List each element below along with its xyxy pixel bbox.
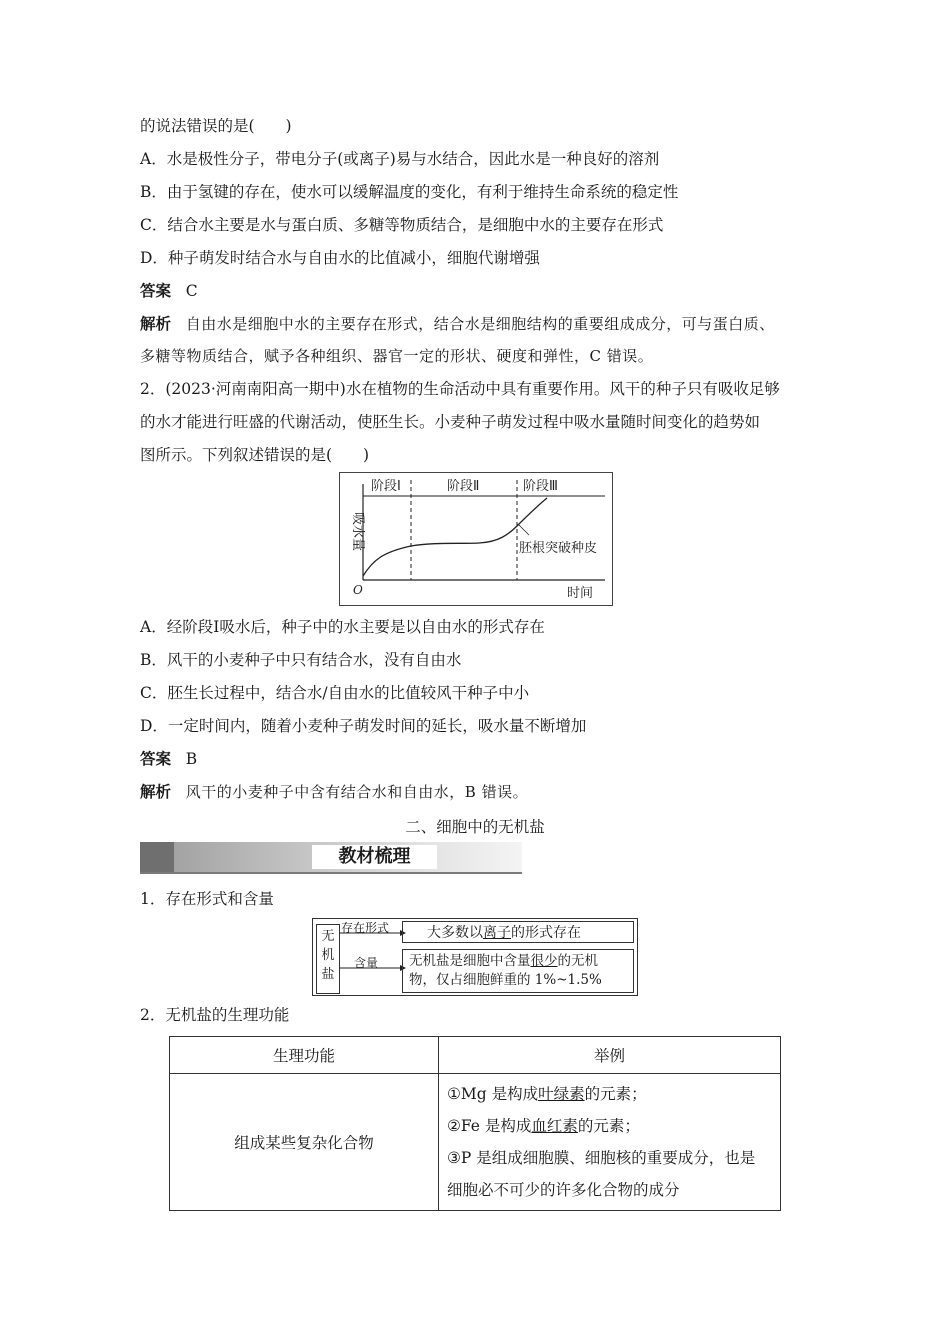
q1-option-a: A．水是极性分子，带电分子(或离子)易与水结合，因此水是一种良好的溶剂 — [140, 150, 660, 168]
banner-title: 教材梳理 — [312, 845, 437, 869]
content-key: 很少 — [530, 953, 558, 969]
q1-option-c: C．结合水主要是水与蛋白质、多糖等物质结合，是细胞中水的主要存在形式 — [140, 216, 664, 234]
answer-label: 答案 — [140, 281, 172, 300]
analysis-text: 自由水是细胞中水的主要存在形式，结合水是细胞结构的重要组成成分，可与蛋白质、 — [185, 315, 775, 333]
content-line2: 物，仅占细胞鲜重的 1%~1.5% — [409, 972, 602, 988]
row-examples — [439, 1074, 781, 1211]
example-text: 的元素； — [577, 1117, 640, 1135]
example-text: 的元素； — [584, 1085, 647, 1103]
subject-char: 无 — [321, 929, 335, 944]
label-content: 含量 — [354, 956, 379, 970]
example-key: 叶绿素 — [538, 1085, 585, 1103]
subheading-1: 1．存在形式和含量 — [140, 890, 274, 908]
q2-stem-line3: 图所示。下列叙述错误的是( ) — [140, 446, 370, 464]
q2-stem-line2: 的水才能进行旺盛的代谢活动，使胚生长。小麦种子萌发过程中吸水量随时间变化的趋势如 — [140, 413, 761, 431]
water-uptake-figure — [339, 472, 613, 606]
q1-option-b: B．由于氢键的存在，使水可以缓解温度的变化，有利于维持生命系统的稳定性 — [140, 183, 679, 201]
form-box — [402, 921, 634, 943]
content-suffix: 的无机 — [557, 953, 598, 969]
example-fe — [447, 1110, 774, 1142]
analysis-label: 解析 — [140, 782, 172, 801]
q1-analysis-line1 — [140, 314, 775, 334]
q2-stem-line1: 2．(2023·河南南阳高一期中)水在植物的生命活动中具有重要作用。风干的种子只有吸收足够 — [140, 380, 780, 398]
table-row — [170, 1074, 781, 1211]
answer-value: B — [185, 750, 198, 768]
q2-option-a: A．经阶段Ⅰ吸水后，种子中的水主要是以自由水的形式存在 — [140, 618, 545, 636]
content-line1 — [409, 952, 633, 971]
section-heading: 二、细胞中的无机盐 — [405, 818, 545, 836]
row-function: 组成某些复杂化合物 — [170, 1074, 439, 1211]
stage-1-label: 阶段Ⅰ — [371, 479, 401, 494]
q1-analysis-line2: 多糖等物质结合，赋予各种组织、器官一定的形状、硬度和弹性，C 错误。 — [140, 347, 654, 365]
origin-label: O — [353, 583, 363, 597]
subject-char: 机 — [321, 948, 335, 963]
subheading-2: 2．无机盐的生理功能 — [140, 1006, 290, 1024]
q1-stem: 的说法错误的是( ) — [140, 117, 292, 135]
example-key: 血红素 — [531, 1117, 578, 1135]
annotation-pointer — [518, 524, 529, 535]
example-text: ①Mg 是构成 — [447, 1085, 539, 1103]
table-header-row — [170, 1037, 781, 1074]
function-table — [169, 1036, 781, 1211]
example-p-line2: 细胞必不可少的许多化合物的成分 — [447, 1181, 680, 1199]
subject-char: 盐 — [321, 967, 335, 982]
q2-answer — [140, 749, 197, 769]
answer-value: C — [185, 282, 198, 300]
label-form: 存在形式 — [341, 921, 390, 935]
example-mg — [447, 1078, 774, 1110]
inorganic-salt-diagram — [312, 918, 638, 996]
example-text: ②Fe 是构成 — [447, 1117, 532, 1135]
content-box — [402, 949, 634, 993]
uptake-curve — [363, 498, 547, 576]
form-prefix: 大多数以 — [427, 925, 483, 941]
content-prefix: 无机盐是细胞中含量 — [409, 953, 531, 969]
stage-2-label: 阶段Ⅱ — [447, 479, 480, 494]
ylabel: 吸水量 — [350, 512, 365, 552]
header-example: 举例 — [439, 1037, 781, 1074]
q1-answer — [140, 281, 198, 301]
xlabel: 时间 — [567, 586, 594, 601]
form-key: 离子 — [483, 925, 511, 941]
q2-analysis — [140, 782, 528, 802]
answer-label: 答案 — [140, 749, 172, 768]
banner-stub — [140, 842, 174, 872]
section-banner — [140, 842, 522, 874]
stage-3-label: 阶段Ⅲ — [523, 479, 558, 494]
q2-option-b: B．风干的小麦种子中只有结合水，没有自由水 — [140, 651, 462, 669]
analysis-text: 风干的小麦种子中含有结合水和自由水，B 错误。 — [185, 783, 529, 801]
example-p-line1: ③P 是组成细胞膜、细胞核的重要成分，也是 — [447, 1149, 756, 1167]
header-function: 生理功能 — [170, 1037, 439, 1074]
form-suffix: 的形式存在 — [511, 925, 581, 941]
analysis-label: 解析 — [140, 314, 172, 333]
annotation-label: 胚根突破种皮 — [519, 541, 598, 556]
q2-option-c: C．胚生长过程中，结合水/自由水的比值较风干种子中小 — [140, 684, 530, 702]
q1-option-d: D．种子萌发时结合水与自由水的比值减小，细胞代谢增强 — [140, 249, 540, 267]
q2-option-d: D．一定时间内，随着小麦种子萌发时间的延长，吸水量不断增加 — [140, 717, 587, 735]
